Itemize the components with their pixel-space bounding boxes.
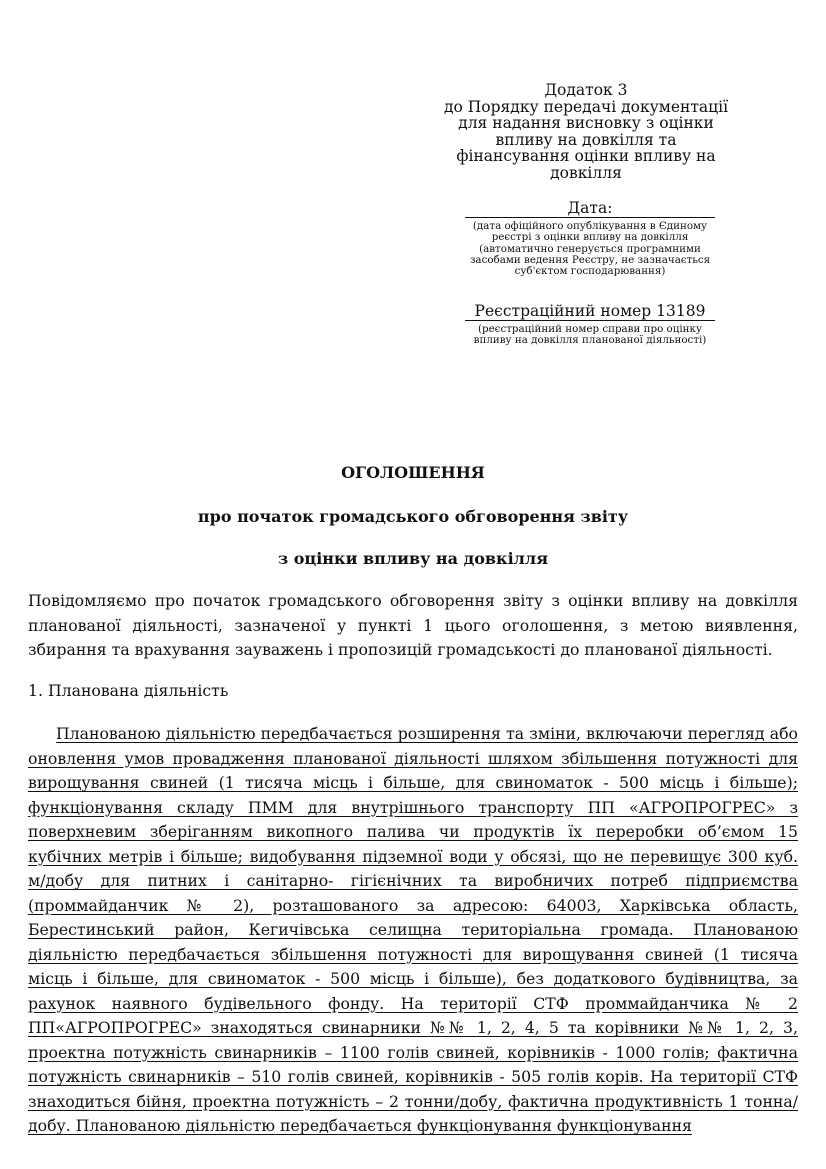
date-note: (дата офіційного опублікування в Єдиному реєстрі з оцінки впливу на довкілля (автоматично генерується програмними засобами ведення Реєстру, не зазначається суб'єктом господарювання) [469, 220, 711, 278]
appendix-line: для надання висновку з оцінки [458, 114, 714, 132]
section-1-title: 1. Планована діяльність [28, 681, 229, 700]
appendix-line: фінансування оцінки впливу на [456, 147, 716, 165]
document-title: ОГОЛОШЕННЯ [341, 463, 485, 482]
document-subtitle-2: з оцінки впливу на довкілля [277, 549, 549, 568]
registration-block [465, 302, 715, 347]
appendix-line: впливу на довкілля та [495, 130, 677, 149]
date-label: Дата: [465, 199, 715, 218]
document-subtitle: про початок громадського обговорення звіту [197, 507, 629, 526]
intro-paragraph: Повідомляємо про початок громадського обговорення звіту з оцінки впливу на довкілля планованої діяльності, зазначеної у пункті 1 цього оголошення, з метою виявлення, збирання та врахування зауважень і пропозицій громадськості до планованої діяльності. [28, 591, 798, 659]
appendix-header [430, 82, 742, 181]
date-block [465, 199, 715, 277]
registration-note: (реєстраційний номер справи про оцінку впливу на довкілля планованої діяльності) [473, 323, 707, 347]
appendix-line: довкілля [550, 163, 622, 182]
appendix-line: до Порядку передачі документації [443, 97, 729, 116]
registration-number: Реєстраційний номер 13189 [465, 302, 715, 321]
section-1-text: Планованою діяльністю передбачається розширення та зміни, включаючи перегляд або оновлення умов провадження планованої діяльності шляхом збільшення потужності для вирощування свиней (1 тисяча місць і більше, для свиноматок - 500 місць і більше); функціонування складу ПММ для внутрішнього транспорту ПП «АГРОПРОГРЕС» з поверхневим зберіганням викопного палива чи продуктів їх переробки об’ємом 15 кубічних метрів і більше; видобування підземної води у обсязі, що не перевищує 300 куб. м/добу для питних і санітарно- гігієнічних та виробничих потреб підприємства (проммайданчик № 2), розташованого за адресою: 64003, Харківська область, Берестинський район, Кегичівська селищна територіальна громада. Планованою діяльністю передбачається збільшення потужності для вирощування свиней (1 тисяча місць і більше, для свиноматок - 500 місць і більше), без додаткового будівництва, за рахунок наявного будівельного фонду. На території СТФ проммайданчика № 2 ПП«АГРОПРОГРЕС» знаходяться свинарники №№ 1, 2, 4, 5 та корівники №№ 1, 2, 3, проектна потужність свинарників – 1100 голів свиней, корівників - 1000 голів; фактична потужність свинарників – 510 голів свиней, корівників - 505 голів корів. На території СТФ знаходиться бійня, проектна потужність – 2 тонни/добу, фактична продуктивність 1 тонна/добу. Планованою діяльністю передбачається функціонування функціонування [28, 724, 798, 1135]
appendix-line: Додаток 3 [544, 81, 628, 99]
